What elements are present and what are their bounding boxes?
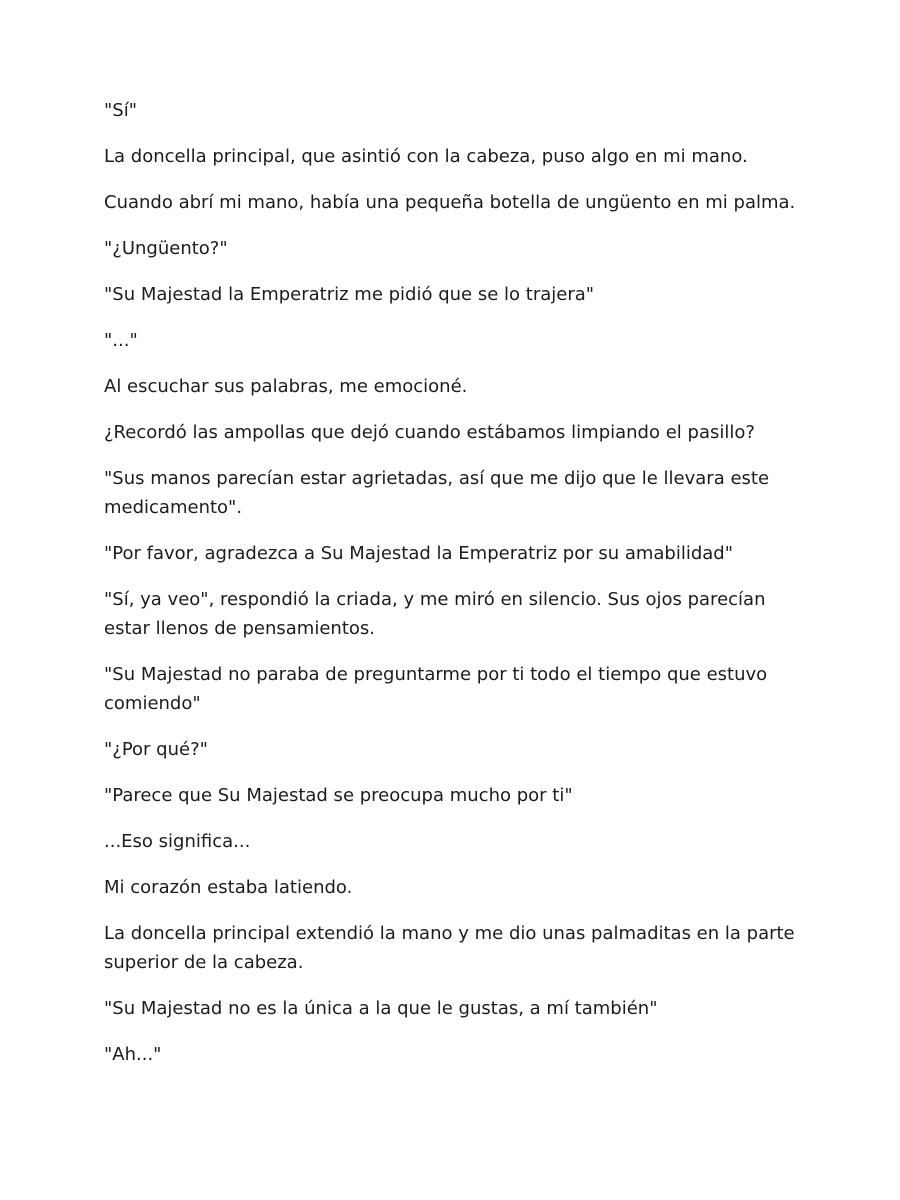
paragraph: "Sí" xyxy=(104,100,137,121)
paragraph: Cuando abrí mi mano, había una pequeña botella de ungüento en mi palma. xyxy=(104,192,796,213)
paragraph: "¿Ungüento?" xyxy=(104,238,228,259)
paragraph: "Ah..." xyxy=(104,1044,162,1065)
paragraph: Al escuchar sus palabras, me emocioné. xyxy=(104,376,468,397)
paragraph: Mi corazón estaba latiendo. xyxy=(104,877,353,898)
paragraph: ¿Recordó las ampollas que dejó cuando estábamos limpiando el pasillo? xyxy=(104,422,755,443)
paragraph: "Sí, ya veo", respondió la criada, y me miró en silencio. Sus ojos parecían estar llenos de pensamientos. xyxy=(104,589,766,639)
paragraph: ...Eso significa... xyxy=(104,831,251,852)
paragraph: "..." xyxy=(104,330,138,351)
paragraph: La doncella principal, que asintió con la cabeza, puso algo en mi mano. xyxy=(104,146,748,167)
paragraph: "Sus manos parecían estar agrietadas, así que me dijo que le llevara este medicamento". xyxy=(104,468,770,518)
paragraph: "Por favor, agradezca a Su Majestad la Emperatriz por su amabilidad" xyxy=(104,543,734,564)
paragraph: La doncella principal extendió la mano y me dio unas palmaditas en la parte superior de la cabeza. xyxy=(104,923,795,973)
paragraph: "Su Majestad no es la única a la que le gustas, a mí también" xyxy=(104,998,658,1019)
document-body xyxy=(104,96,804,1086)
paragraph: "Su Majestad la Emperatriz me pidió que se lo trajera" xyxy=(104,284,595,305)
paragraph: "Parece que Su Majestad se preocupa mucho por ti" xyxy=(104,785,573,806)
paragraph: "¿Por qué?" xyxy=(104,739,208,760)
paragraph: "Su Majestad no paraba de preguntarme por ti todo el tiempo que estuvo comiendo" xyxy=(104,664,768,714)
